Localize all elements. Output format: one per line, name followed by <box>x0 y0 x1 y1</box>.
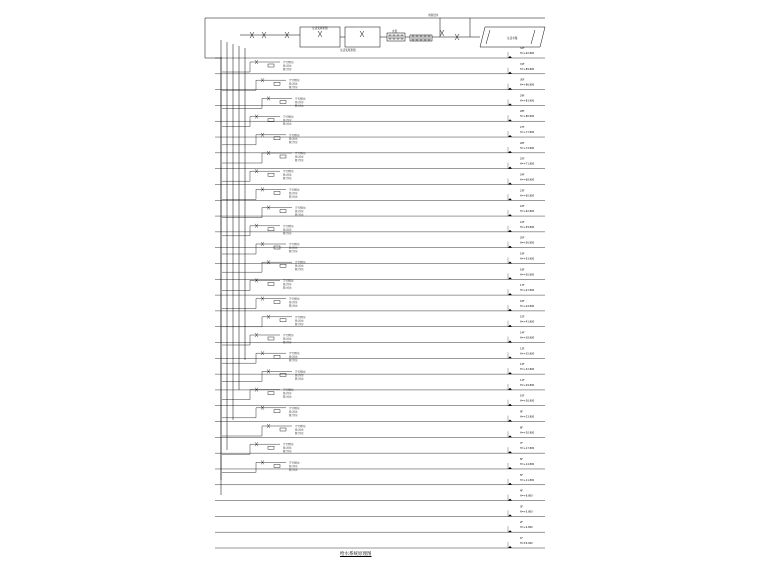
unit-branch <box>222 60 280 72</box>
branch-label-1: 卫生间给水 <box>295 206 306 210</box>
floor-label: 14F <box>520 331 525 335</box>
floor-label: 12F <box>520 363 525 367</box>
branch-label-1: 卫生间给水 <box>283 170 294 174</box>
level-marker <box>508 246 512 248</box>
floor-elevation: H=+80.800 <box>520 115 535 119</box>
floor-elevation: H=+65.800 <box>520 194 535 198</box>
unit-branch <box>222 442 280 454</box>
unit-branch <box>222 169 280 181</box>
branch-label-3: 阳台给水 <box>295 104 304 108</box>
floor-elevation: H=+53.800 <box>520 257 535 261</box>
unit-branch <box>222 278 280 290</box>
unit-branch <box>222 206 292 218</box>
branch-label-1: 卫生间给水 <box>283 388 294 392</box>
level-marker <box>508 151 512 153</box>
branch-label-3: 阳台给水 <box>283 122 292 126</box>
level-marker <box>508 404 512 406</box>
floor-label: 1F <box>520 537 523 540</box>
level-marker <box>508 420 512 422</box>
floor-elevation: H=+86.800 <box>520 83 535 87</box>
floor-label: 15F <box>520 315 525 319</box>
branch-label-2: 厨房给水 <box>289 464 298 468</box>
level-marker <box>508 214 512 216</box>
unit-branch <box>222 369 292 381</box>
branch-label-1: 卫生间给水 <box>283 115 294 119</box>
floor-elevation: H=+11.800 <box>520 478 535 482</box>
level-marker <box>508 356 512 358</box>
branch-label-3: 阳台给水 <box>283 341 292 344</box>
branch-label-3: 阳台给水 <box>289 304 298 308</box>
level-marker <box>508 119 512 121</box>
floor-label: 25F <box>520 157 525 161</box>
branch-label-2: 厨房给水 <box>283 446 292 450</box>
branch-label-1: 卫生间给水 <box>289 243 300 246</box>
level-marker <box>508 230 512 232</box>
unit-branch <box>222 224 280 236</box>
branch-label-2: 厨房给水 <box>289 355 298 359</box>
branch-label-3: 阳台给水 <box>295 377 304 381</box>
floor-label: 29F <box>520 94 525 98</box>
level-marker <box>508 341 512 343</box>
unit-branch <box>222 78 286 90</box>
floor-elevation: H=+77.800 <box>520 131 535 135</box>
branch-label-2: 厨房给水 <box>295 319 304 323</box>
floor-elevation: H=+8.800 <box>520 494 533 498</box>
unit-branch <box>222 460 286 472</box>
unit-branch <box>222 133 286 145</box>
branch-label-1: 卫生间给水 <box>289 461 300 465</box>
branch-label-2: 厨房给水 <box>283 119 292 123</box>
level-marker <box>508 261 512 263</box>
floor-label: 2F <box>520 521 523 525</box>
level-marker <box>508 309 512 311</box>
floor-elevation: H=+50.800 <box>520 273 535 277</box>
floor-label: 3F <box>520 505 523 509</box>
floor-label: 20F <box>520 236 525 240</box>
branch-label-3: 阳台给水 <box>289 86 298 90</box>
floor-label: 17F <box>520 284 525 288</box>
branch-label-1: 卫生间给水 <box>289 352 300 356</box>
branch-label-2: 厨房给水 <box>295 155 304 159</box>
branch-label-2: 厨房给水 <box>283 228 292 232</box>
floor-elevation: H=+29.800 <box>520 383 535 387</box>
unit-branch <box>222 297 286 309</box>
level-marker <box>508 72 512 74</box>
branch-label-3: 阳台给水 <box>295 432 304 435</box>
branch-label-1: 卫生间给水 <box>283 279 294 283</box>
branch-label-2: 厨房给水 <box>289 246 298 250</box>
unit-branch <box>222 115 280 127</box>
floor-label: 24F <box>520 173 525 177</box>
floor-elevation: H=+23.800 <box>520 415 535 419</box>
branch-label-3: 阳台给水 <box>283 286 292 290</box>
branch-label-1: 卫生间给水 <box>295 315 306 319</box>
equipment-schematic <box>205 18 545 58</box>
floor-label: 27F <box>520 126 525 130</box>
floor-label: 26F <box>520 141 525 145</box>
branch-label-1: 卫生间给水 <box>289 133 300 137</box>
branch-label-2: 厨房给水 <box>283 64 292 68</box>
floor-label: 6F <box>520 457 523 461</box>
unit-branch <box>222 315 292 327</box>
level-marker <box>508 530 512 532</box>
unit-branch <box>222 388 280 400</box>
pump-group-box <box>300 27 340 47</box>
floor-label: 10F <box>520 394 525 398</box>
branch-label-3: 阳台给水 <box>289 195 298 199</box>
level-marker <box>508 167 512 169</box>
branch-label-3: 阳台给水 <box>295 159 304 162</box>
floor-elevation: H=+47.800 <box>520 289 535 293</box>
unit-branch <box>222 260 292 272</box>
level-marker <box>508 135 512 137</box>
branch-label-1: 卫生间给水 <box>283 224 294 228</box>
level-marker <box>508 198 512 200</box>
floor-elevation: H=+56.800 <box>520 241 535 245</box>
branch-label-3: 阳台给水 <box>283 177 292 181</box>
floor-elevation: H=+2.800 <box>520 526 533 530</box>
floor-label: 13F <box>520 347 525 351</box>
branch-label-2: 厨房给水 <box>295 210 304 214</box>
floor-elevation: H=+59.800 <box>520 225 535 229</box>
control-box <box>345 27 380 47</box>
level-marker <box>508 546 512 548</box>
branch-label-2: 厨房给水 <box>289 137 298 141</box>
level-marker <box>508 182 512 184</box>
floor-label: 8F <box>520 426 523 430</box>
floor-lines <box>215 47 545 548</box>
level-marker <box>508 56 512 58</box>
branch-label-1: 卫生间给水 <box>289 79 300 83</box>
branch-label-1: 卫生间给水 <box>289 297 300 301</box>
floor-elevation: H=+89.800 <box>520 67 535 71</box>
floor-label: 11F <box>520 378 525 382</box>
branch-label-3: 阳台给水 <box>289 413 298 417</box>
level-marker <box>508 467 512 469</box>
branch-label-2: 厨房给水 <box>295 428 304 432</box>
branch-label-2: 厨房给水 <box>283 173 292 177</box>
branch-label-2: 厨房给水 <box>295 264 304 268</box>
level-marker <box>508 435 512 437</box>
branch-label-1: 卫生间给水 <box>295 97 306 101</box>
branch-label-1: 卫生间给水 <box>283 334 294 337</box>
drawing-title: 给水系统原理图 <box>340 552 372 557</box>
branch-label-3: 阳台给水 <box>295 322 304 326</box>
level-marker <box>508 88 512 90</box>
floor-label: 18F <box>520 268 525 272</box>
branch-label-2: 厨房给水 <box>289 82 298 86</box>
branch-label-3: 阳台给水 <box>289 250 298 253</box>
floor-label: 30F <box>520 78 525 82</box>
branch-label-3: 阳台给水 <box>295 213 304 217</box>
level-marker <box>508 277 512 279</box>
floor-elevation: H=+83.800 <box>520 99 535 103</box>
branch-label-1: 卫生间给水 <box>295 261 306 265</box>
branch-label-3: 阳台给水 <box>295 268 304 272</box>
level-marker <box>508 499 512 501</box>
branch-label-2: 厨房给水 <box>283 282 292 286</box>
branch-label-3: 阳台给水 <box>283 395 292 399</box>
branch-label-3: 阳台给水 <box>283 450 292 454</box>
floor-elevation: H=+71.800 <box>520 162 535 166</box>
floor-elevation: H=+32.800 <box>520 368 535 372</box>
floor-label: 4F <box>520 489 523 493</box>
floor-elevation: H=+41.800 <box>520 320 535 324</box>
level-marker <box>508 451 512 453</box>
unit-branch <box>222 96 292 108</box>
branch-label-1: 卫生间给水 <box>295 370 306 374</box>
level-marker <box>508 293 512 295</box>
pump-label: 生活变频泵组 <box>312 27 328 30</box>
floor-elevation: H=+44.800 <box>520 304 535 308</box>
floor-elevation: H=+62.800 <box>520 210 535 214</box>
unit-branch <box>222 242 286 254</box>
floor-label: 31F <box>520 62 525 66</box>
floor-branches <box>222 60 307 472</box>
level-marker <box>508 372 512 374</box>
branch-label-1: 卫生间给水 <box>289 188 300 192</box>
meter-label: 水表 <box>392 30 398 33</box>
unit-branch <box>222 187 286 199</box>
level-marker <box>508 483 512 485</box>
branch-label-3: 阳台给水 <box>283 231 292 235</box>
unit-branch <box>222 424 292 436</box>
unit-branch <box>222 406 286 418</box>
floor-elevation: H=+38.800 <box>520 336 535 340</box>
floor-label: 9F <box>520 410 523 414</box>
branch-label-3: 阳台给水 <box>289 140 298 144</box>
floor-elevation: H=+74.800 <box>520 146 535 150</box>
inlet-label: 市政给水 <box>428 14 439 17</box>
floor-elevation: H=+17.800 <box>520 447 535 451</box>
branch-label-1: 卫生间给水 <box>283 61 294 64</box>
floor-elevation: H=+5.800 <box>520 510 533 514</box>
floor-label: 22F <box>520 205 525 209</box>
floor-label: 32F <box>520 47 525 50</box>
floor-elevation: H=+35.800 <box>520 352 535 356</box>
unit-branch <box>222 333 280 345</box>
level-marker <box>508 388 512 390</box>
branch-label-1: 卫生间给水 <box>295 152 306 155</box>
branch-label-2: 厨房给水 <box>283 392 292 396</box>
control-label: 生活变频泵组 <box>340 49 356 52</box>
level-marker <box>508 103 512 105</box>
branch-label-2: 厨房给水 <box>295 373 304 377</box>
floor-label: 28F <box>520 110 525 114</box>
level-marker <box>508 514 512 516</box>
branch-label-1: 卫生间给水 <box>295 425 306 428</box>
meter-box <box>387 33 405 41</box>
floor-label: 19F <box>520 252 525 256</box>
branch-label-3: 阳台给水 <box>289 359 298 363</box>
branch-label-2: 厨房给水 <box>289 301 298 305</box>
branch-label-3: 阳台给水 <box>283 68 292 71</box>
branch-label-2: 厨房给水 <box>289 191 298 195</box>
floor-label: 23F <box>520 189 525 193</box>
floor-elevation: H=+14.800 <box>520 462 535 466</box>
floor-label: 16F <box>520 299 525 303</box>
floor-elevation: H=+20.800 <box>520 431 535 435</box>
branch-label-1: 卫生间给水 <box>283 443 294 447</box>
unit-branch <box>222 351 286 363</box>
floor-elevation: H=+92.800 <box>520 52 535 55</box>
floor-label: 21F <box>520 220 525 224</box>
floor-elevation: H=+26.800 <box>520 399 535 403</box>
tank-label: 生活水箱 <box>507 37 518 40</box>
branch-label-1: 卫生间给水 <box>289 406 300 410</box>
level-marker <box>508 325 512 327</box>
branch-label-3: 阳台给水 <box>289 468 298 472</box>
floor-label: 5F <box>520 473 523 477</box>
floor-elevation: H=±0.000 <box>520 542 533 545</box>
branch-label-2: 厨房给水 <box>289 410 298 414</box>
floor-label: 7F <box>520 442 523 446</box>
floor-elevation: H=+68.800 <box>520 178 535 182</box>
branch-label-2: 厨房给水 <box>283 337 292 341</box>
branch-label-2: 厨房给水 <box>295 100 304 104</box>
